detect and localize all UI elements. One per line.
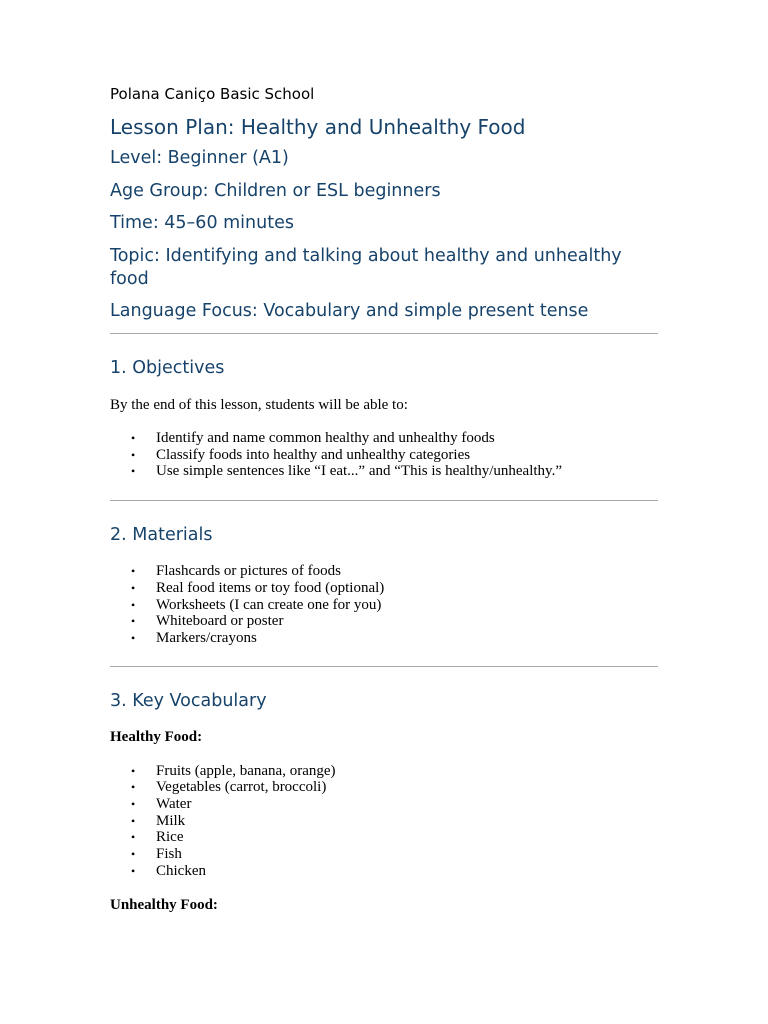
objectives-intro: By the end of this lesson, students will be able to: — [110, 397, 408, 413]
bullet-icon: • — [131, 464, 136, 479]
bullet-icon: • — [131, 763, 136, 778]
topic-line-1: Topic: Identifying and talking about healthy and unhealthy — [110, 245, 622, 266]
healthy-food-list — [110, 763, 658, 880]
lesson-title: Lesson Plan: Healthy and Unhealthy Food — [110, 115, 526, 139]
bullet-icon: • — [131, 614, 136, 629]
level-line: Level: Beginner (A1) — [110, 148, 289, 168]
list-item: • Rice — [131, 829, 184, 846]
section-divider — [110, 333, 658, 334]
objectives-heading: 1. Objectives — [110, 358, 225, 378]
list-item: • Flashcards or pictures of foods — [131, 563, 341, 580]
list-item: • Real food items or toy food (optional) — [131, 579, 385, 596]
time-line: Time: 45–60 minutes — [110, 213, 294, 233]
list-item: • Fish — [131, 846, 182, 863]
list-item: • Whiteboard or poster — [131, 613, 284, 630]
list-item: • Classify foods into healthy and unhealthy categories — [131, 446, 471, 463]
section-divider — [110, 666, 658, 667]
list-item: • Identify and name common healthy and unhealthy foods — [131, 430, 495, 446]
bullet-icon: • — [131, 830, 136, 845]
materials-heading: 2. Materials — [110, 525, 213, 546]
topic-line-2: food — [110, 268, 149, 289]
unhealthy-food-label: Unhealthy Food: — [110, 896, 218, 913]
bullet-icon: • — [131, 564, 136, 579]
healthy-food-label: Healthy Food: — [110, 728, 203, 745]
school-name: Polana Caniço Basic School — [110, 85, 315, 103]
bullet-icon: • — [131, 847, 136, 862]
age-group-line: Age Group: Children or ESL beginners — [110, 180, 441, 201]
bullet-icon: • — [131, 780, 136, 795]
objectives-list — [110, 430, 658, 480]
topic-line — [110, 245, 658, 291]
language-focus-line: Language Focus: Vocabulary and simple present tense — [110, 301, 589, 321]
list-item: • Chicken — [131, 862, 206, 879]
list-item: • Fruits (apple, banana, orange) — [131, 762, 336, 779]
vocabulary-heading: 3. Key Vocabulary — [110, 690, 267, 711]
bullet-icon: • — [131, 813, 136, 828]
bullet-icon: • — [131, 630, 136, 645]
list-item: • Use simple sentences like “I eat...” and “This is healthy/unhealthy.” — [131, 463, 562, 480]
list-item: • Vegetables (carrot, broccoli) — [131, 779, 327, 796]
list-item: • Worksheets (I can create one for you) — [131, 596, 382, 613]
materials-list — [110, 563, 658, 647]
list-item: • Markers/crayons — [131, 629, 257, 646]
bullet-icon: • — [131, 797, 136, 812]
bullet-icon: • — [131, 447, 136, 462]
bullet-icon: • — [131, 431, 136, 445]
bullet-icon: • — [131, 863, 136, 878]
bullet-icon: • — [131, 597, 136, 612]
section-divider — [110, 500, 658, 501]
list-item: • Milk — [131, 812, 186, 829]
bullet-icon: • — [131, 580, 136, 595]
list-item: • Water — [131, 796, 192, 813]
